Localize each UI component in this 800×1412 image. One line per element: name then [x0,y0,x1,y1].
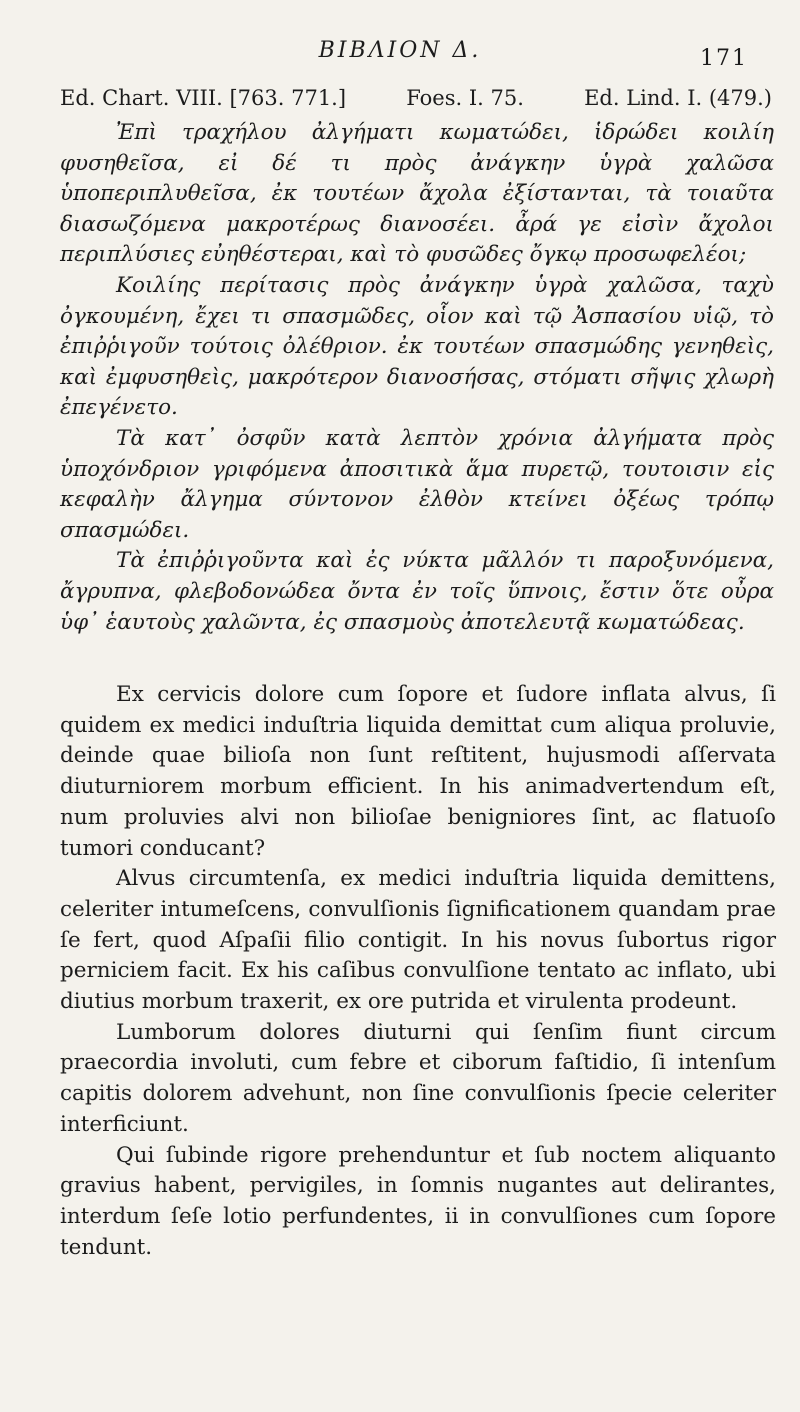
greek-paragraph: Κοιλίης περίτασις πρὸς ἀνάγκην ὑγρὰ χαλῶσα, ταχὺ ὀγκουμένη, ἔχει τι σπασμῶδες, οἷον καὶ τῷ Ἀσπασίου υἱῷ, τὸ ἐπιῤῥιγοῦν τούτοις ὀλέθριον. ἐκ τουτέων σπασμώδης γενηθεὶς, καὶ ἐμφυσηθεὶς, μακρότερον διανοσήσας, στόματι σῆψις χλωρὴ ἐπεγένετο. [60,272,774,421]
greek-text-block [60,118,774,638]
greek-paragraph: Τὰ κατ᾽ ὀσφῦν κατὰ λεπτὸν χρόνια ἀλγήματα πρὸς ὑποχόνδριον γριφόμενα ἀποσιτικὰ ἅμα πυρετῷ, τουτοισιν εἰς κεφαλὴν ἄλγημα σύντονον ἐλθὸν κτείνει ὀξέως τρόπῳ σπασμώδει. [60,425,774,543]
edition-lind-reference: Ed. Lind. I. (479.) [584,86,772,110]
greek-paragraph: Τὰ ἐπιῤῥιγοῦντα καὶ ἐς νύκτα μᾶλλόν τι παροξυνόμενα, ἄγρυπνα, φλεβοδονώδεα ὄντα ἐν τοῖς ὕπνοις, ἔστιν ὅτε οὖρα ὑφ᾽ ἑαυτοὺς χαλῶντα, ἐς σπασμοὺς ἀποτελευτᾷ κωματώδεας. [60,548,774,635]
edition-chart-reference: Ed. Chart. VIII. [763. 771.] [60,86,347,110]
latin-paragraph: Ex cervicis dolore cum ſopore et ſudore inflata alvus, ſi quidem ex medici induſtria liquida demittat cum aliqua proluvie, deinde quae bilioſa non ſunt reſtitent, hujusmodi aſſervata diuturniorem morbum efficient. In his animadvertendum eſt, num proluvies alvi non bilioſae benigniores ſint, ac flatuoſo tumori conducant? [60,682,776,861]
edition-reference-line [60,86,772,110]
running-header-title: ΒΙΒΛΙΟΝ Δ. [318,38,482,63]
latin-paragraph: Lumborum dolores diuturni qui ſenſim fiunt circum praecordia involuti, cum febre et ciborum faſtidio, ſi intenſum capitis dolorem advehunt, non ſine convulſionis ſpecie celeriter interficiunt. [60,1019,776,1137]
page-number: 171 [700,46,748,71]
greek-paragraph: Ἐπὶ τραχήλου ἀλγήματι κωματώδει, ἱδρώδει κοιλίη φυσηθεῖσα, εἰ δέ τι πρὸς ἀνάγκην ὑγρὰ χαλῶσα ὑποπεριπλυθεῖσα, ἐκ τουτέων ἄχολα ἐξίστανται, τὰ τοιαῦτα διασωζόμενα μακροτέρως διανοσέει. ἆρά γε εἰσὶν ἄχολοι περιπλύσιες εὐηθέστεραι, καὶ τὸ φυσῶδες ὄγκῳ προσωφελέοι; [60,120,774,268]
latin-translation-block [60,680,776,1263]
latin-paragraph: Qui ſubinde rigore prehenduntur et ſub noctem aliquanto gravius habent, pervigiles, in ſomnis nugantes aut delirantes, interdum ſeſe lotio perfundentes, ii in convulſiones cum ſopore tendunt. [60,1142,776,1260]
edition-foes-reference: Foes. I. 75. [406,86,524,110]
latin-paragraph: Alvus circumtenſa, ex medici induſtria liquida demittens, celeriter intumeſcens, convulſionis ſignificationem quandam prae ſe fert, quod Aſpaſii filio contigit. In his novus ſubortus rigor perniciem facit. Ex his caſibus convulſione tentato ac inflato, ubi diutius morbum traxerit, ex ore putrida et virulenta prodeunt. [60,866,776,1015]
